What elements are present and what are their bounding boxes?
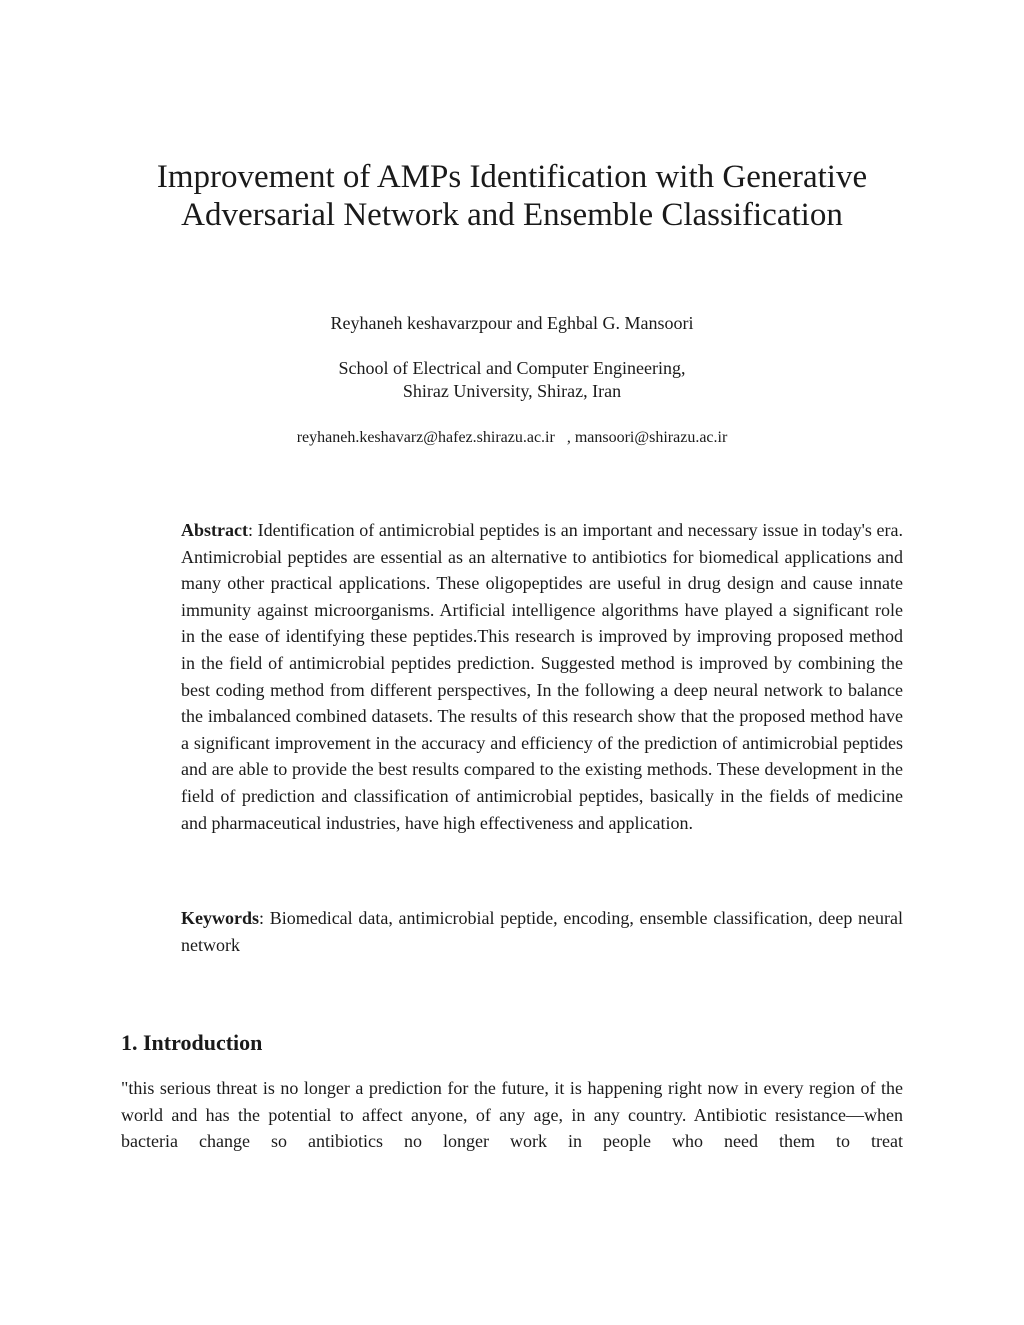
paper-title-line-2: Adversarial Network and Ensemble Classification xyxy=(181,197,843,233)
abstract-label: Abstract xyxy=(181,520,248,540)
affiliation-line-1: School of Electrical and Computer Engineering, xyxy=(338,358,686,378)
abstract-paragraph xyxy=(181,517,903,836)
paper-title-line-1: Improvement of AMPs Identification with Generative xyxy=(156,159,868,195)
author-list: Reyhaneh keshavarzpour and Eghbal G. Mansoori xyxy=(330,313,694,333)
section-heading-introduction: 1. Introduction xyxy=(121,1030,263,1055)
keywords-paragraph xyxy=(181,905,903,958)
author-emails: reyhaneh.keshavarz@hafez.shirazu.ac.ir , mansoori@shirazu.ac.ir xyxy=(296,429,728,446)
affiliation xyxy=(0,357,1024,403)
affiliation-line-2: Shiraz University, Shiraz, Iran xyxy=(402,381,622,401)
abstract-text: : Identification of antimicrobial peptides is an important and necessary issue in today's era. Antimicrobial peptides are essential as an alternative to antibiotics for biomedical applications and many other practical applications. These oligopeptides are useful in drug design and cause innate immunity against microorganisms. Artificial intelligence algorithms have played a significant role in the ease of identifying these peptides.This research is improved by improving proposed method in the field of antimicrobial peptides prediction. Suggested method is improved by combining the best coding method from different perspectives, In the following a deep neural network to balance the imbalanced combined datasets. The results of this research show that the proposed method have a significant improvement in the accuracy and efficiency of the prediction of antimicrobial peptides and are able to provide the best results compared to the existing methods. These development in the field of prediction and classification of antimicrobial peptides, basically in the fields of medicine and pharmaceutical industries, have high effectiveness and application. xyxy=(181,520,903,833)
keywords-text: : Biomedical data, antimicrobial peptide, encoding, ensemble classification, deep neural network xyxy=(181,908,903,955)
keywords-label: Keywords xyxy=(181,908,259,928)
paper-title xyxy=(100,158,924,234)
introduction-paragraph: "this serious threat is no longer a prediction for the future, it is happening right now in every region of the world and has the potential to affect anyone, of any age, in any country. Antibiotic resistance—when bacteria change so antibiotics no longer work in people who need them to treat xyxy=(121,1078,903,1152)
